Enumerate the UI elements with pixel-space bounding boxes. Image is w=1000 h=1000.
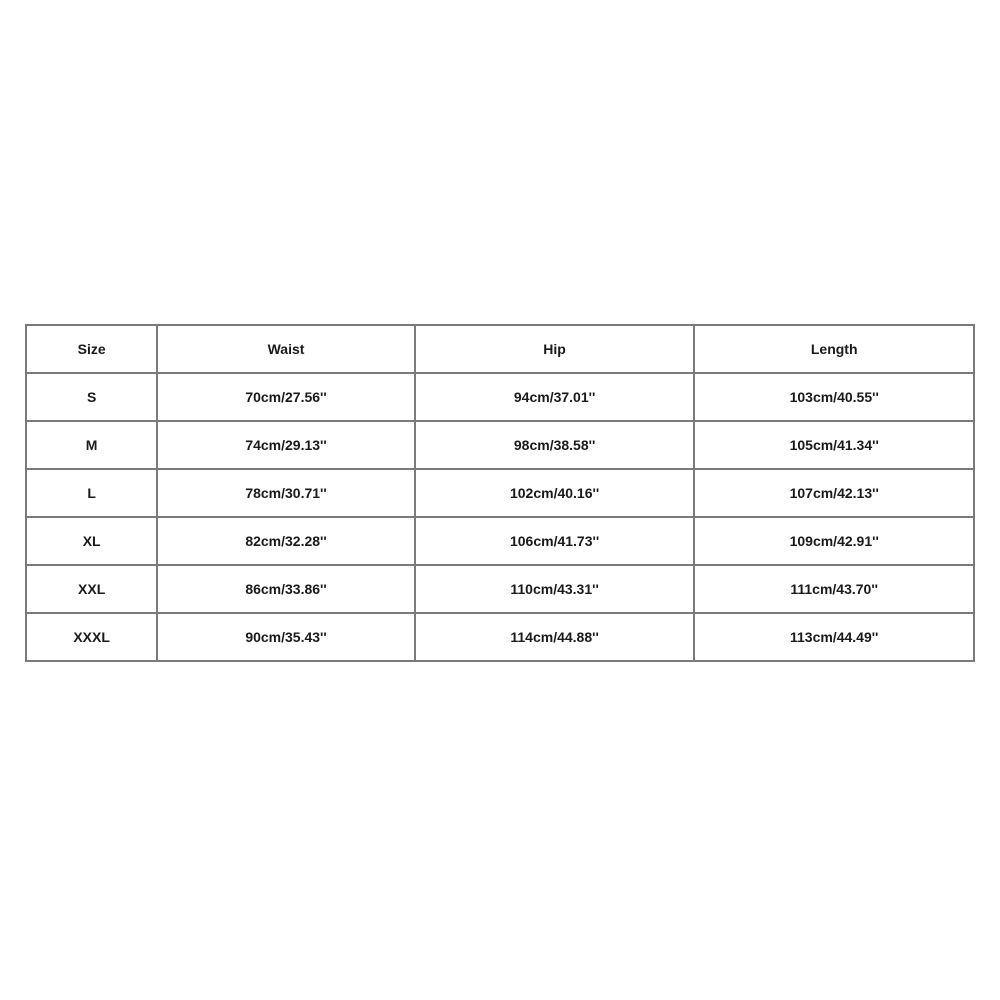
cell-size: M	[26, 421, 157, 469]
cell-length: 109cm/42.91''	[694, 517, 974, 565]
cell-hip: 114cm/44.88''	[415, 613, 695, 661]
cell-length: 103cm/40.55''	[694, 373, 974, 421]
cell-waist: 82cm/32.28''	[157, 517, 415, 565]
table-row	[26, 421, 974, 469]
table-row	[26, 613, 974, 661]
header-size: Size	[26, 325, 157, 373]
header-waist: Waist	[157, 325, 415, 373]
header-hip: Hip	[415, 325, 695, 373]
header-length: Length	[694, 325, 974, 373]
cell-length: 111cm/43.70''	[694, 565, 974, 613]
cell-length: 113cm/44.49''	[694, 613, 974, 661]
table-row	[26, 565, 974, 613]
table-row	[26, 469, 974, 517]
size-chart-table	[25, 324, 975, 662]
cell-size: XXL	[26, 565, 157, 613]
cell-size: S	[26, 373, 157, 421]
cell-waist: 74cm/29.13''	[157, 421, 415, 469]
cell-hip: 110cm/43.31''	[415, 565, 695, 613]
cell-length: 107cm/42.13''	[694, 469, 974, 517]
cell-waist: 78cm/30.71''	[157, 469, 415, 517]
table-row	[26, 517, 974, 565]
table-row	[26, 373, 974, 421]
cell-waist: 90cm/35.43''	[157, 613, 415, 661]
cell-size: L	[26, 469, 157, 517]
cell-waist: 70cm/27.56''	[157, 373, 415, 421]
cell-hip: 94cm/37.01''	[415, 373, 695, 421]
header-row	[26, 325, 974, 373]
cell-waist: 86cm/33.86''	[157, 565, 415, 613]
cell-hip: 102cm/40.16''	[415, 469, 695, 517]
cell-size: XL	[26, 517, 157, 565]
cell-hip: 98cm/38.58''	[415, 421, 695, 469]
cell-length: 105cm/41.34''	[694, 421, 974, 469]
cell-size: XXXL	[26, 613, 157, 661]
cell-hip: 106cm/41.73''	[415, 517, 695, 565]
